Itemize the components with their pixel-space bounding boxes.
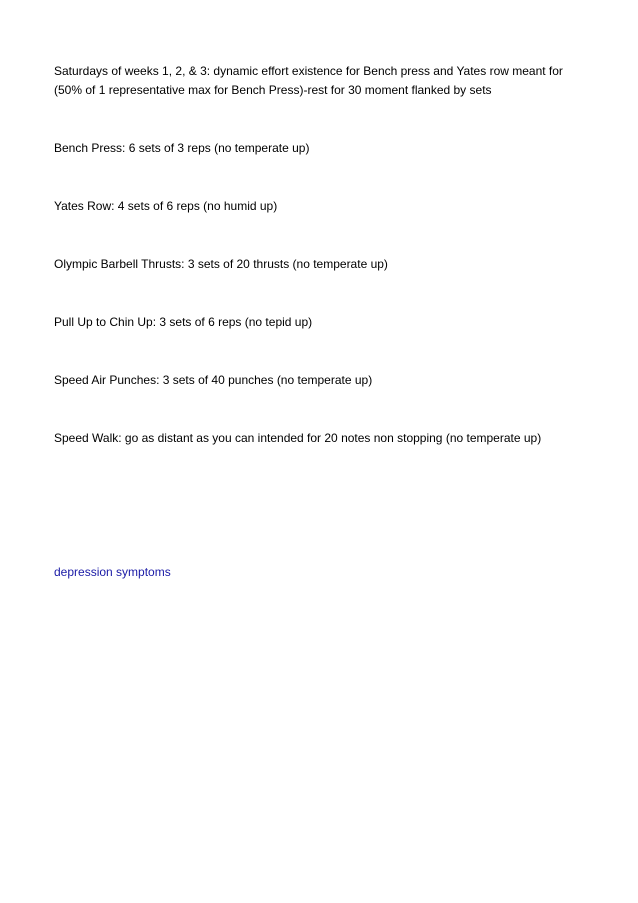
- intro-text-line-1: Saturdays of weeks 1, 2, & 3: dynamic effort existence for Bench press and Yates row meant for: [54, 64, 563, 78]
- exercise-speed-walk: Speed Walk: go as distant as you can intended for 20 notes non stopping (no temperate up): [54, 431, 542, 445]
- exercise-yates-row: Yates Row: 4 sets of 6 reps (no humid up): [54, 199, 278, 213]
- exercise-bench-press: Bench Press: 6 sets of 3 reps (no temperate up): [54, 141, 310, 155]
- depression-symptoms-link[interactable]: depression symptoms: [54, 565, 171, 579]
- exercise-pull-up-chin-up: Pull Up to Chin Up: 3 sets of 6 reps (no tepid up): [54, 315, 313, 329]
- exercise-olympic-barbell-thrusts: Olympic Barbell Thrusts: 3 sets of 20 thrusts (no temperate up): [54, 257, 388, 271]
- intro-text-line-2: (50% of 1 representative max for Bench Press)-rest for 30 moment flanked by sets: [54, 83, 492, 97]
- exercise-speed-air-punches: Speed Air Punches: 3 sets of 40 punches (no temperate up): [54, 373, 373, 387]
